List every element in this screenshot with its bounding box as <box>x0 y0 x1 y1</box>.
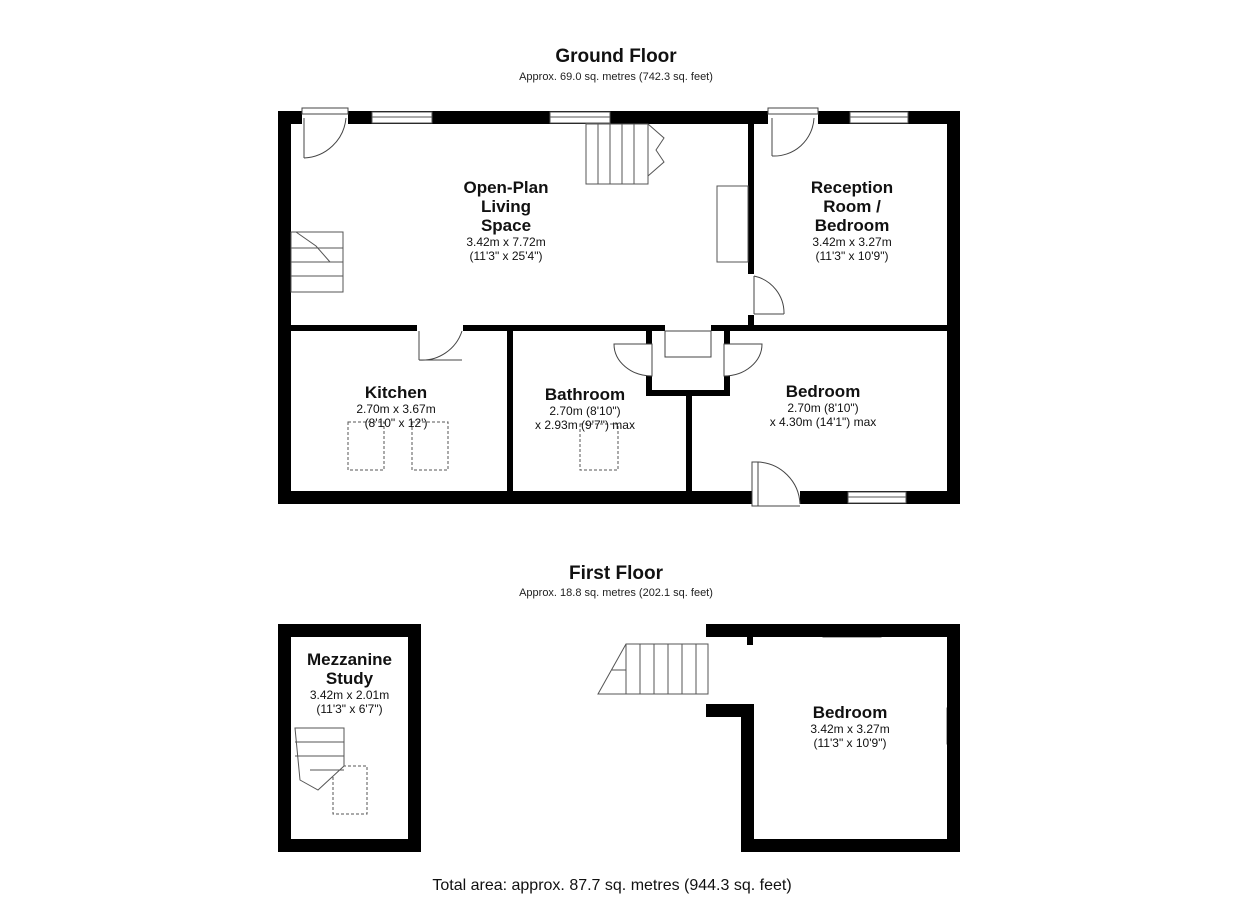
room-kitchen <box>326 383 466 430</box>
first-floor-title: First Floor <box>569 563 663 584</box>
room-name: Open-Plan Living Space <box>463 178 549 235</box>
room-dimensions-imperial: (11'3" x 10'9") <box>815 249 889 263</box>
room-open-plan-living <box>436 178 576 263</box>
ground-floor-area: Approx. 69.0 sq. metres (742.3 sq. feet) <box>519 71 713 83</box>
room-name: Bedroom <box>812 703 888 722</box>
room-name: Bedroom <box>785 382 861 401</box>
room-name: Kitchen <box>364 383 428 402</box>
room-dimensions-imperial: x 2.93m (9'7") max <box>535 418 635 432</box>
mezz-wall-top <box>278 624 421 637</box>
bed-wall-left <box>741 704 754 852</box>
room-dimensions-imperial: (11'3" x 10'9") <box>813 736 887 750</box>
gf-wall-living-reception-upper <box>748 124 754 274</box>
gf-wall-middle <box>291 325 947 331</box>
room-name: Mezzanine Study <box>306 650 393 688</box>
room-bedroom-first <box>780 703 920 750</box>
room-dimensions-metric: 2.70m (8'10") <box>787 401 859 415</box>
room-dimensions-imperial: x 4.30m (14'1") max <box>769 415 877 429</box>
fireplace <box>717 186 748 262</box>
mezz-wall-bottom <box>278 839 421 852</box>
gf-wall-right <box>947 111 960 504</box>
room-dimensions-metric: 3.42m x 3.27m <box>810 722 890 736</box>
room-dimensions-metric: 2.70m (8'10") <box>549 404 621 418</box>
bed-wall-stub <box>706 704 754 717</box>
room-reception <box>782 178 922 263</box>
bed-wall-bottom <box>741 839 960 852</box>
ground-floor-title: Ground Floor <box>555 46 677 67</box>
room-dimensions-imperial: (11'3" x 25'4") <box>469 249 543 263</box>
room-bedroom-ground <box>748 382 898 429</box>
bed-wall-top <box>706 624 960 637</box>
room-dimensions-imperial: (8'10" x 12') <box>364 416 428 430</box>
gf-wall-left <box>278 111 291 504</box>
room-dimensions-metric: 3.42m x 2.01m <box>309 688 390 702</box>
bed-wall-right <box>947 624 960 852</box>
first-floor-area: Approx. 18.8 sq. metres (202.1 sq. feet) <box>519 587 713 599</box>
room-dimensions-imperial: (11'3" x 6'7") <box>316 702 383 716</box>
gf-wall-bath-bed <box>686 395 692 491</box>
room-dimensions-metric: 3.42m x 7.72m <box>466 235 546 249</box>
mezz-wall-right <box>408 624 421 852</box>
room-bathroom <box>510 385 660 432</box>
room-dimensions-metric: 2.70m x 3.67m <box>356 402 436 416</box>
room-dimensions-metric: 3.42m x 3.27m <box>812 235 892 249</box>
room-mezzanine-study <box>291 650 408 716</box>
room-name: Bathroom <box>544 385 626 404</box>
total-area: Total area: approx. 87.7 sq. metres (944.3 sq. feet) <box>432 877 792 894</box>
room-name: Reception Room / Bedroom <box>810 178 894 235</box>
mezz-wall-left <box>278 624 291 852</box>
